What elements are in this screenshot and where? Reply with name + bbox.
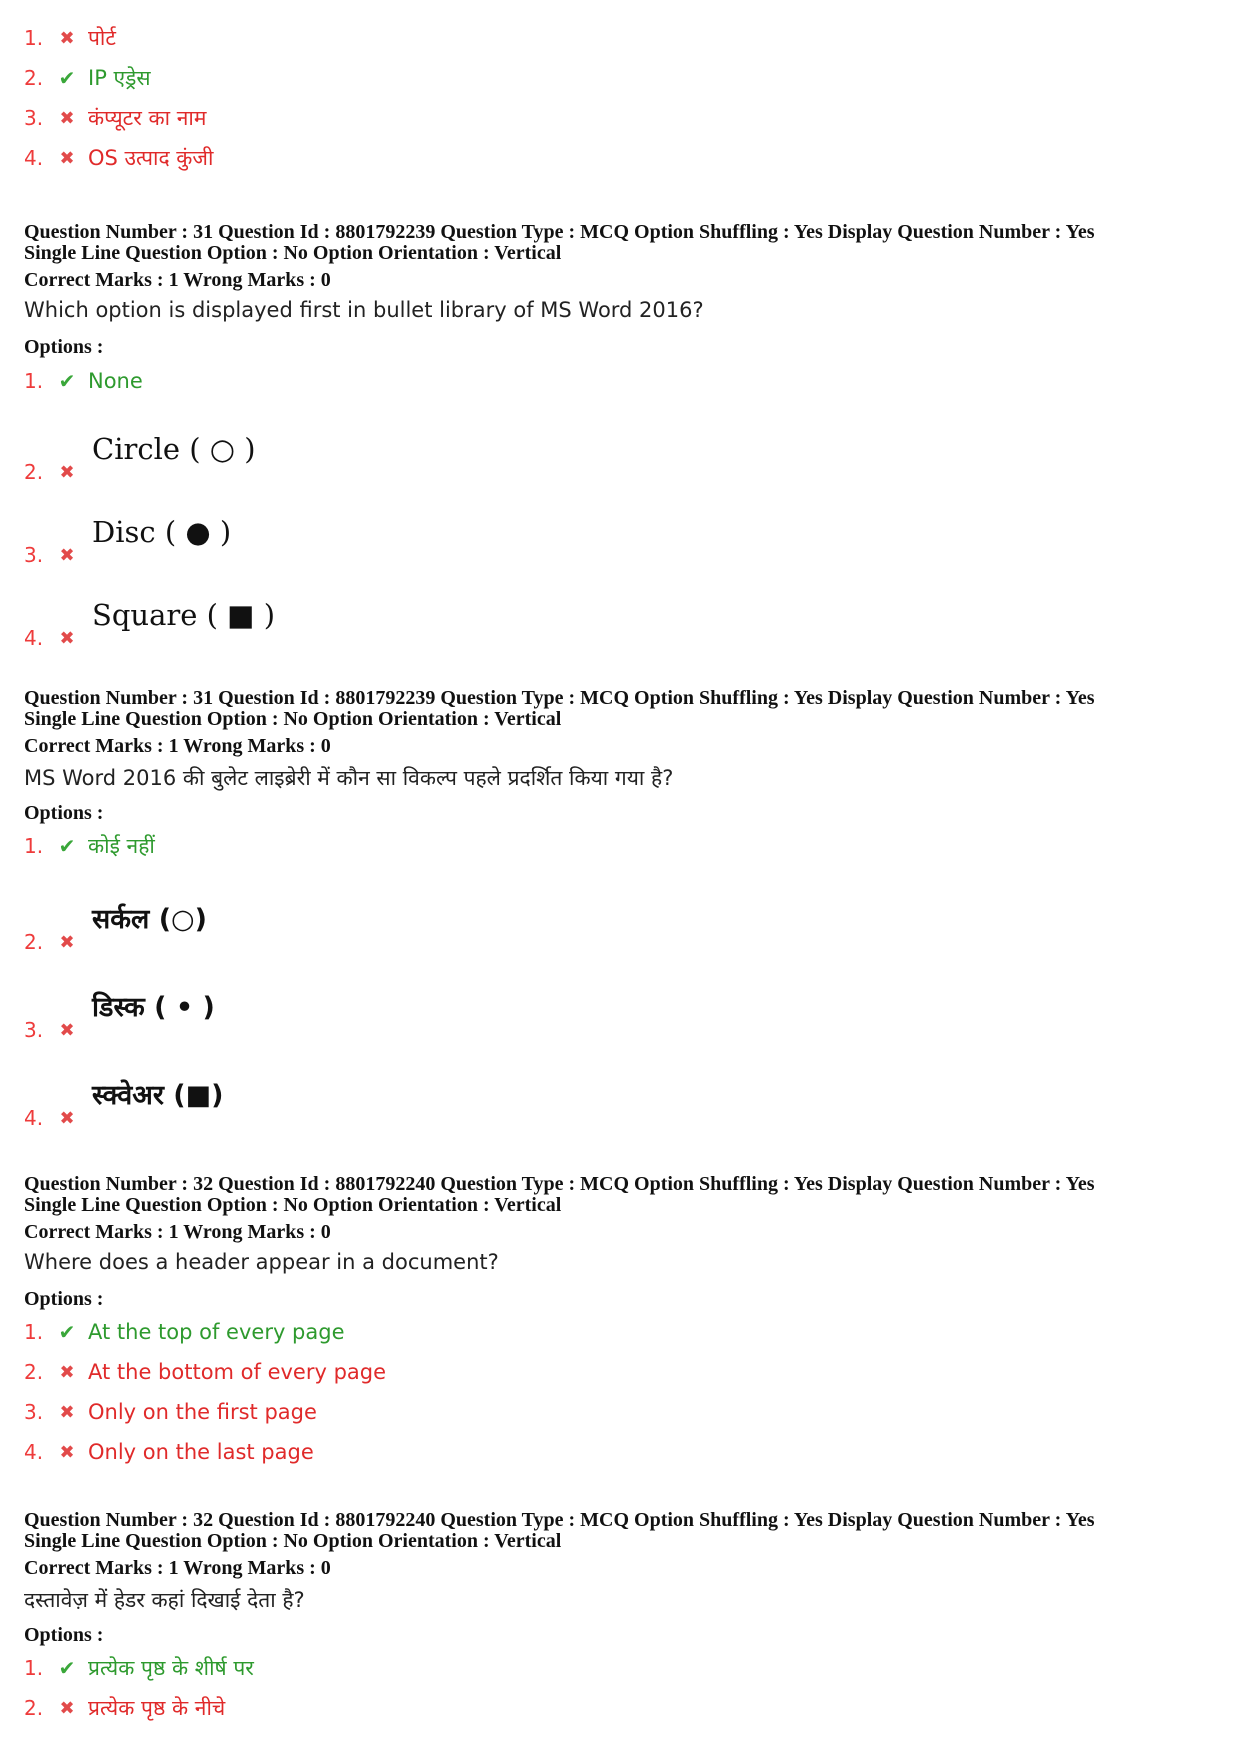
options-label: Options : bbox=[24, 336, 104, 358]
option-number: 3. bbox=[24, 1400, 44, 1424]
option-number: 2. bbox=[24, 66, 44, 90]
option-item bbox=[24, 1352, 386, 1392]
options-label: Options : bbox=[24, 1624, 104, 1646]
cross-icon: ✖ bbox=[59, 1107, 75, 1129]
option-image-text: Disc ( ● ) bbox=[92, 515, 232, 549]
option-image-text: Square ( ■ ) bbox=[92, 598, 276, 632]
option-item bbox=[24, 1688, 254, 1728]
option-item bbox=[24, 1042, 224, 1130]
option-number: 3. bbox=[24, 1018, 44, 1042]
cross-icon: ✖ bbox=[59, 1361, 75, 1383]
check-icon: ✔ bbox=[58, 66, 76, 90]
cross-icon: ✖ bbox=[59, 27, 75, 49]
question-meta-line2: Single Line Question Option : No Option Orientation : Vertical bbox=[24, 1530, 562, 1552]
option-item bbox=[24, 401, 275, 484]
question-marks: Correct Marks : 1 Wrong Marks : 0 bbox=[24, 1221, 331, 1243]
option-text: Only on the last page bbox=[88, 1440, 314, 1464]
option-text: At the bottom of every page bbox=[88, 1360, 387, 1384]
cross-icon: ✖ bbox=[59, 1441, 75, 1463]
option-item bbox=[24, 361, 275, 401]
option-item bbox=[24, 567, 275, 650]
option-text: OS उत्पाद कुंजी bbox=[88, 146, 214, 170]
option-item bbox=[24, 58, 213, 98]
option-number: 4. bbox=[24, 626, 44, 650]
option-text: प्रत्येक पृष्ठ के शीर्ष पर bbox=[88, 1656, 254, 1680]
question-meta-line1: Question Number : 31 Question Id : 8801792239 Question Type : MCQ Option Shuffling : Yes Display Question Number : Yes bbox=[24, 221, 1095, 243]
option-item bbox=[24, 18, 213, 58]
option-text: कंप्यूटर का नाम bbox=[88, 106, 207, 130]
option-item bbox=[24, 1432, 386, 1472]
cross-icon: ✖ bbox=[59, 1019, 75, 1041]
option-number: 4. bbox=[24, 146, 44, 170]
option-item bbox=[24, 98, 213, 138]
option-number: 1. bbox=[24, 369, 44, 393]
option-list bbox=[24, 1312, 386, 1472]
option-item bbox=[24, 1312, 386, 1352]
question-meta bbox=[24, 1510, 1214, 1579]
question-meta-line2: Single Line Question Option : No Option Orientation : Vertical bbox=[24, 242, 562, 264]
option-number: 2. bbox=[24, 460, 44, 484]
question-text: MS Word 2016 की बुलेट लाइब्रेरी में कौन सा विकल्प पहले प्रदर्शित किया गया है? bbox=[24, 766, 674, 790]
option-item bbox=[24, 138, 213, 178]
option-text: Only on the first page bbox=[88, 1400, 317, 1424]
question-meta-line2: Single Line Question Option : No Option Orientation : Vertical bbox=[24, 708, 562, 730]
question-text: Which option is displayed first in bullet library of MS Word 2016? bbox=[24, 298, 704, 322]
option-number: 3. bbox=[24, 106, 44, 130]
question-marks: Correct Marks : 1 Wrong Marks : 0 bbox=[24, 735, 331, 757]
check-icon: ✔ bbox=[58, 1320, 76, 1344]
check-icon: ✔ bbox=[58, 1656, 76, 1680]
question-text: दस्तावेज़ में हेडर कहां दिखाई देता है? bbox=[24, 1588, 305, 1612]
option-item bbox=[24, 1648, 254, 1688]
option-list bbox=[24, 1648, 254, 1728]
option-number: 1. bbox=[24, 834, 44, 858]
option-image-text: Circle ( ○ ) bbox=[92, 432, 256, 466]
option-item bbox=[24, 954, 224, 1042]
option-number: 2. bbox=[24, 1360, 44, 1384]
options-label: Options : bbox=[24, 802, 104, 824]
cross-icon: ✖ bbox=[59, 461, 75, 483]
question-meta bbox=[24, 222, 1214, 291]
question-marks: Correct Marks : 1 Wrong Marks : 0 bbox=[24, 269, 331, 291]
cross-icon: ✖ bbox=[59, 931, 75, 953]
question-text: Where does a header appear in a document? bbox=[24, 1250, 499, 1274]
option-text: पोर्ट bbox=[88, 26, 116, 50]
option-text: At the top of every page bbox=[88, 1320, 345, 1344]
question-meta-line1: Question Number : 32 Question Id : 8801792240 Question Type : MCQ Option Shuffling : Yes Display Question Number : Yes bbox=[24, 1509, 1095, 1531]
question-meta-line1: Question Number : 31 Question Id : 8801792239 Question Type : MCQ Option Shuffling : Yes Display Question Number : Yes bbox=[24, 687, 1095, 709]
option-number: 4. bbox=[24, 1106, 44, 1130]
check-icon: ✔ bbox=[58, 369, 76, 393]
option-text: प्रत्येक पृष्ठ के नीचे bbox=[88, 1696, 226, 1720]
option-text: IP एड्रेस bbox=[88, 66, 151, 90]
option-image-text: डिस्क ( • ) bbox=[92, 992, 215, 1023]
option-list bbox=[24, 826, 224, 1130]
carry-over-options bbox=[24, 18, 213, 178]
option-number: 2. bbox=[24, 1696, 44, 1720]
question-meta-line1: Question Number : 32 Question Id : 8801792240 Question Type : MCQ Option Shuffling : Yes Display Question Number : Yes bbox=[24, 1173, 1095, 1195]
cross-icon: ✖ bbox=[59, 107, 75, 129]
option-number: 4. bbox=[24, 1440, 44, 1464]
option-item bbox=[24, 1392, 386, 1432]
option-number: 1. bbox=[24, 1320, 44, 1344]
question-marks: Correct Marks : 1 Wrong Marks : 0 bbox=[24, 1557, 331, 1579]
cross-icon: ✖ bbox=[59, 1401, 75, 1423]
option-item bbox=[24, 826, 224, 866]
question-meta bbox=[24, 688, 1214, 757]
cross-icon: ✖ bbox=[59, 627, 75, 649]
question-meta-line2: Single Line Question Option : No Option Orientation : Vertical bbox=[24, 1194, 562, 1216]
option-number: 3. bbox=[24, 543, 44, 567]
option-number: 1. bbox=[24, 1656, 44, 1680]
options-label: Options : bbox=[24, 1288, 104, 1310]
cross-icon: ✖ bbox=[59, 147, 75, 169]
cross-icon: ✖ bbox=[59, 544, 75, 566]
option-image-text: सर्कल (○) bbox=[92, 904, 207, 935]
cross-icon: ✖ bbox=[59, 1697, 75, 1719]
option-number: 2. bbox=[24, 930, 44, 954]
option-image-text: स्क्वेअर (■) bbox=[92, 1080, 224, 1111]
option-text: None bbox=[88, 369, 143, 393]
option-number: 1. bbox=[24, 26, 44, 50]
option-text: कोई नहीं bbox=[88, 834, 155, 858]
option-item bbox=[24, 866, 224, 954]
question-meta bbox=[24, 1174, 1214, 1243]
check-icon: ✔ bbox=[58, 834, 76, 858]
option-list bbox=[24, 361, 275, 650]
option-item bbox=[24, 484, 275, 567]
